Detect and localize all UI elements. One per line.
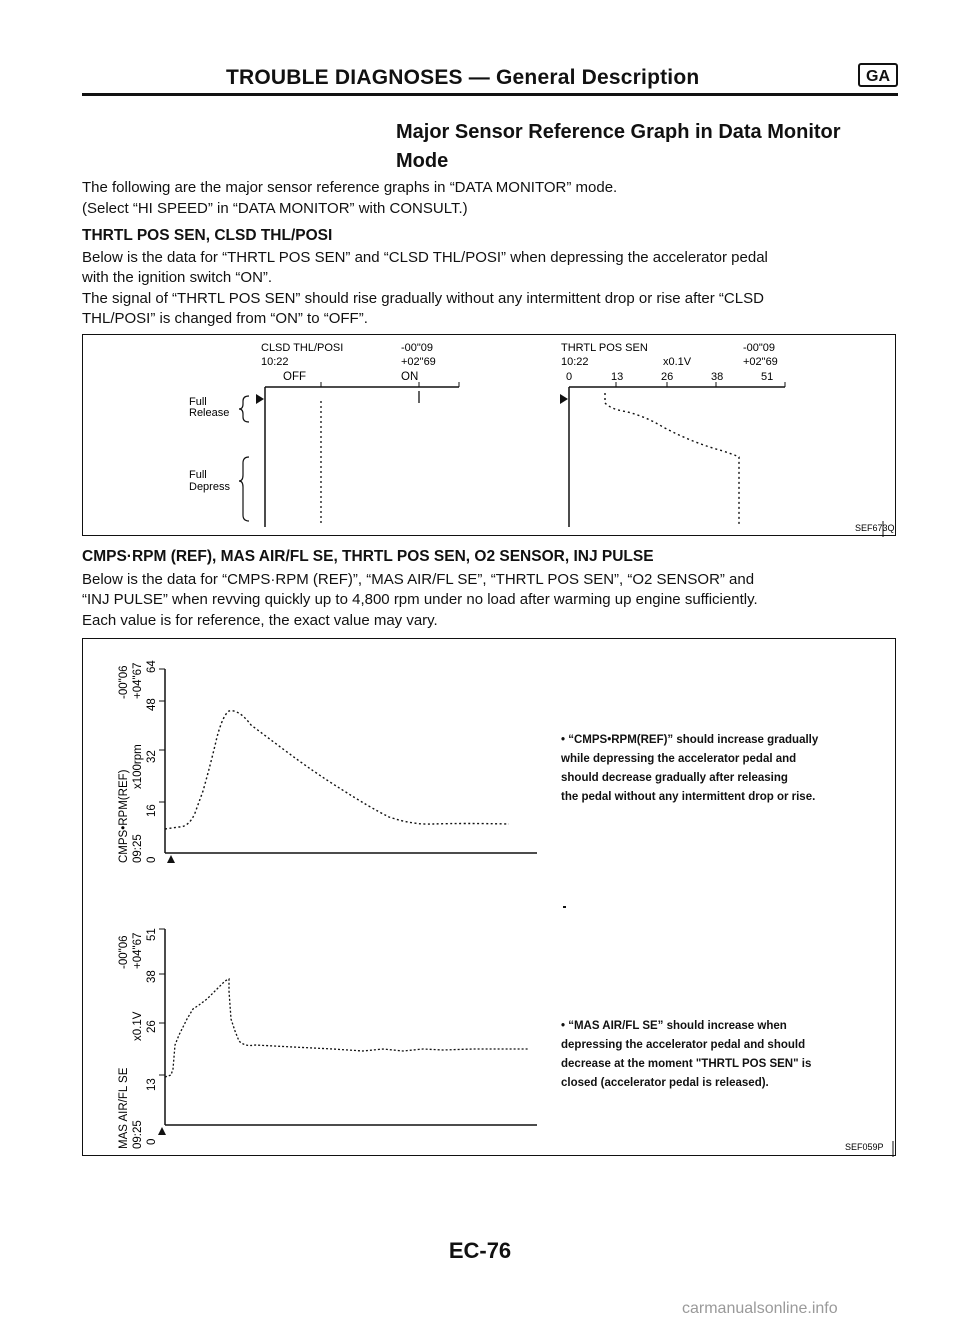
thrtl-time: 10:22 <box>561 356 589 368</box>
clsd-title: CLSD THL/POSI <box>261 342 344 354</box>
thrtl-unit: x0.1V <box>663 356 692 368</box>
clsd-time: 10:22 <box>261 356 289 368</box>
graph1-tick-48: 48 <box>146 698 158 711</box>
graph1-range-high: +04"67 <box>132 662 144 699</box>
graph1-tick-32: 32 <box>146 750 158 763</box>
full-depress-1: Full <box>189 469 207 481</box>
note2-line-4: closed (accelerator pedal is released). <box>561 1077 769 1089</box>
graph2-label1: MAS AIR/FL SE <box>118 1067 130 1149</box>
clsd-range-low: -00"09 <box>401 342 434 354</box>
graph2-range-high: +04"67 <box>132 932 144 969</box>
graph2-tick-38: 38 <box>146 970 158 983</box>
header-title: TROUBLE DIAGNOSES — General Description <box>226 66 700 89</box>
graph1-tick-0: 0 <box>146 856 158 863</box>
section2-heading: CMPS·RPM (REF), MAS AIR/FL SE, THRTL POS SEN, O2 SENSOR, INJ PULSE <box>82 548 654 565</box>
clsd-range-high: +02"69 <box>401 356 436 368</box>
graph1-time: 09:25 <box>132 834 144 863</box>
note2-line-3: decrease at the moment "THRTL POS SEN" is <box>561 1058 812 1070</box>
full-depress-2: Depress <box>189 481 230 493</box>
graph1-range-low: -00"06 <box>118 665 130 699</box>
graph2-tick-51: 51 <box>146 928 158 941</box>
section1-para-2: with the ignition switch “ON”. <box>82 269 273 286</box>
graph2-tick-13: 13 <box>146 1078 158 1091</box>
graph1-label2: x100rpm <box>132 744 144 789</box>
note2-line-1: • “MAS AIR/FL SE” should increase when <box>561 1020 787 1032</box>
watermark: carmanualsonline.info <box>682 1300 838 1317</box>
graph2-range-low: -00"06 <box>118 935 130 969</box>
section2-para-2: “INJ PULSE” when revving quickly up to 4,800 rpm under no load after warming up engine sufficiently. <box>82 591 758 608</box>
graph1-label1: CMPS•RPM(REF) <box>118 769 130 863</box>
page-heading: Major Sensor Reference Graph in Data Monitor Mode <box>396 121 841 172</box>
figure1-code: SEF673Q <box>855 523 895 533</box>
section2-para-3: Each value is for reference, the exact value may vary. <box>82 612 438 629</box>
thrtl-range-high: +02"69 <box>743 356 778 368</box>
intro-line-2: (Select “HI SPEED” in “DATA MONITOR” with CONSULT.) <box>82 200 468 217</box>
section1-heading: THRTL POS SEN, CLSD THL/POSI <box>82 227 333 244</box>
thrtl-tick-0: 0 <box>566 371 573 383</box>
section1-para-4: THL/POSI” is changed from “ON” to “OFF”. <box>82 310 368 327</box>
intro-line-1: The following are the major sensor reference graphs in “DATA MONITOR” mode. <box>82 179 618 196</box>
graph2-time: 09:25 <box>132 1120 144 1149</box>
thrtl-tick-38: 38 <box>711 371 724 383</box>
note-cmps-rpm <box>561 731 881 807</box>
thrtl-tick-26: 26 <box>661 371 674 383</box>
note1-line-2: while depressing the accelerator pedal and <box>561 753 797 765</box>
graph2-tick-26: 26 <box>146 1020 158 1033</box>
thrtl-range-low: -00"09 <box>743 342 776 354</box>
thrtl-tick-13: 13 <box>611 371 624 383</box>
clsd-off-label: OFF <box>283 371 306 383</box>
note2-line-2: depressing the accelerator pedal and should <box>561 1039 806 1051</box>
section1-para-1: Below is the data for “THRTL POS SEN” and “CLSD THL/POSI” when depressing the accelerator pedal <box>82 249 768 266</box>
section2-para-1: Below is the data for “CMPS·RPM (REF)”, “MAS AIR/FL SE”, “THRTL POS SEN”, “O2 SENSOR” and <box>82 571 755 588</box>
section-badge: GA <box>858 63 898 87</box>
section1-para-3: The signal of “THRTL POS SEN” should rise gradually without any intermittent drop or rise after “CLSD <box>82 290 764 307</box>
figure-sef673q <box>82 334 896 536</box>
header-rule <box>82 93 898 96</box>
full-release-1: Full <box>189 396 207 408</box>
figure-sef059p <box>82 638 896 1156</box>
note1-line-3: should decrease gradually after releasing <box>561 772 788 784</box>
graph2-tick-0: 0 <box>146 1138 158 1145</box>
thrtl-tick-51: 51 <box>761 371 774 383</box>
graph2-label2: x0.1V <box>132 1011 144 1041</box>
note-mas-air <box>561 1017 881 1093</box>
full-release-2: Release <box>189 407 230 419</box>
thrtl-title: THRTL POS SEN <box>561 342 648 354</box>
page-number: EC-76 <box>448 1238 512 1263</box>
figure2-code: SEF059P <box>845 1142 884 1152</box>
clsd-on-label: ON <box>401 371 419 383</box>
graph1-tick-64: 64 <box>146 660 158 673</box>
note1-line-4: the pedal without any intermittent drop or rise. <box>561 791 816 803</box>
graph1-tick-16: 16 <box>146 804 158 817</box>
figure1-svg <box>83 335 897 537</box>
note1-line-1: • “CMPS•RPM(REF)” should increase gradually <box>561 734 819 746</box>
